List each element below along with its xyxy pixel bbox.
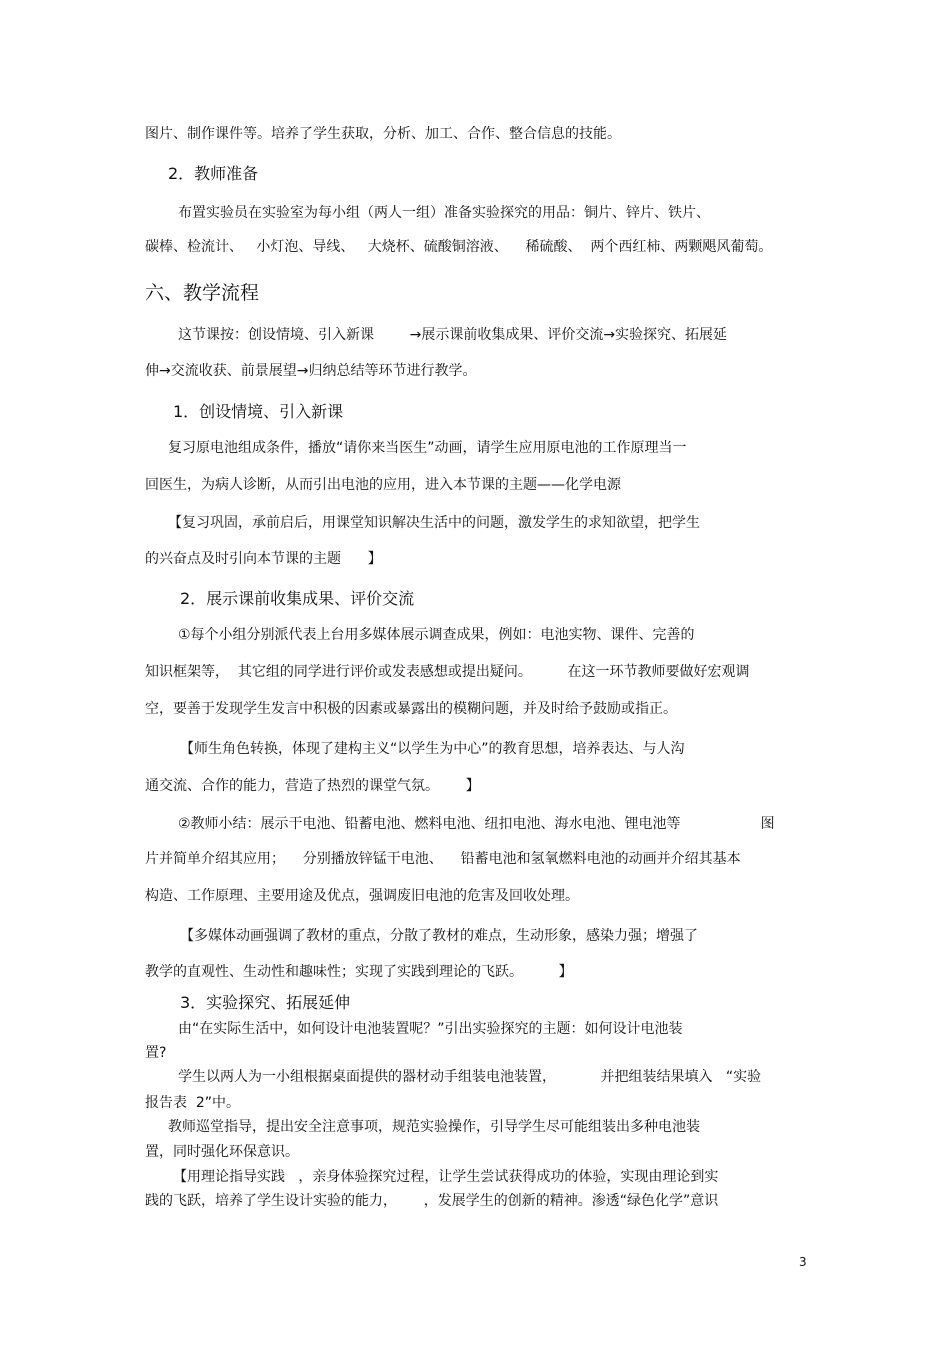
text-line: 教师巡堂指导，提出安全注意事项，规范实验操作，引导学生尽可能组装出多种电池装 bbox=[168, 1119, 700, 1135]
text-line: 回医生，为病人诊断，从而引出电池的应用，进入本节课的主题——化学电源 bbox=[145, 477, 621, 493]
text-line: 教学的直观性、生动性和趣味性；实现了实践到理论的飞跃。 】 bbox=[145, 964, 573, 980]
section-heading: 2．教师准备 bbox=[168, 164, 259, 183]
text-line: 【用理论指导实践 ，亲身体验探究过程，让学生尝试获得成功的体验，实现由理论到实 bbox=[173, 1169, 719, 1185]
text-line: 布置实验员在实验室为每小组（两人一组）准备实验探究的用品：铜片、锌片、铁片、 bbox=[178, 205, 710, 221]
page-number: 3 bbox=[799, 1255, 807, 1269]
text-line: 由“在实际生活中，如何设计电池装置呢？”引出实验探究的主题：如何设计电池装 bbox=[178, 1021, 683, 1037]
text-line: 复习原电池组成条件，播放“请你来当医生”动画，请学生应用原电池的工作原理当一 bbox=[168, 440, 687, 456]
text-line: 通交流、合作的能力，营造了热烈的课堂气氛。 】 bbox=[145, 778, 480, 794]
section-heading: 1．创设情境、引入新课 bbox=[173, 402, 344, 421]
text-line: 【多媒体动画强调了教材的重点，分散了教材的难点，生动形象，感染力强；增强了 bbox=[180, 928, 698, 944]
text-line: 空，要善于发现学生发言中积极的因素或暴露出的模糊问题，并及时给予鼓励或指正。 bbox=[145, 701, 677, 717]
text-line: 【师生角色转换，体现了建构主义“以学生为中心”的教育思想，培养表达、与人沟 bbox=[180, 741, 685, 757]
text-line: ①每个小组分别派代表上台用多媒体展示调查成果，例如：电池实物、课件、完善的 bbox=[178, 627, 695, 643]
text-line: 构造、工作原理、主要用途及优点，强调废旧电池的危害及回收处理。 bbox=[145, 888, 579, 904]
text-line: 伸→交流收获、前景展望→归纳总结等环节进行教学。 bbox=[145, 363, 477, 379]
text-line: 这节课按：创设情境、引入新课 →展示课前收集成果、评价交流→实验探究、拓展延 bbox=[178, 327, 728, 343]
text-line: 图片、制作课件等。培养了学生获取，分析、加工、合作、整合信息的技能。 bbox=[145, 126, 621, 142]
text-line: 【复习巩固，承前启后，用课堂知识解决生活中的问题，激发学生的求知欲望，把学生 bbox=[168, 515, 700, 531]
text-line: 知识框架等， 其它组的同学进行评价或发表感想或提出疑问。 在这一环节教师要做好宏观调 bbox=[145, 664, 750, 680]
chapter-heading: 六、教学流程 bbox=[145, 282, 260, 304]
text-line: 践的飞跃，培养了学生设计实验的能力， ，发展学生的创新的精神。渗透“绿色化学”意识 bbox=[145, 1193, 719, 1209]
text-line: 置，同时强化环保意识。 bbox=[145, 1144, 299, 1160]
section-heading: 3．实验探究、拓展延伸 bbox=[180, 993, 351, 1012]
text-line: 片并简单介绍其应用； 分别播放锌锰干电池、 铅蓄电池和氢氧燃料电池的动画并介绍其基本 bbox=[145, 851, 741, 867]
text-line: 置? bbox=[145, 1045, 167, 1061]
text-line: 碳棒、检流计、 小灯泡、导线、 大烧杯、硫酸铜溶液、 稀硫酸、 两个西红柿、两颗飓风葡萄。 bbox=[145, 239, 773, 255]
text-line: 的兴奋点及时引向本节课的主题 】 bbox=[145, 551, 382, 567]
section-heading: 2．展示课前收集成果、评价交流 bbox=[180, 589, 415, 608]
text-line: 报告表 2”中。 bbox=[145, 1095, 241, 1111]
text-line: ②教师小结：展示干电池、铅蓄电池、燃料电池、纽扣电池、海水电池、锂电池等 图 bbox=[178, 816, 775, 832]
text-line: 学生以两人为一小组根据桌面提供的器材动手组装电池装置， 并把组装结果填入 “实验 bbox=[178, 1069, 762, 1085]
